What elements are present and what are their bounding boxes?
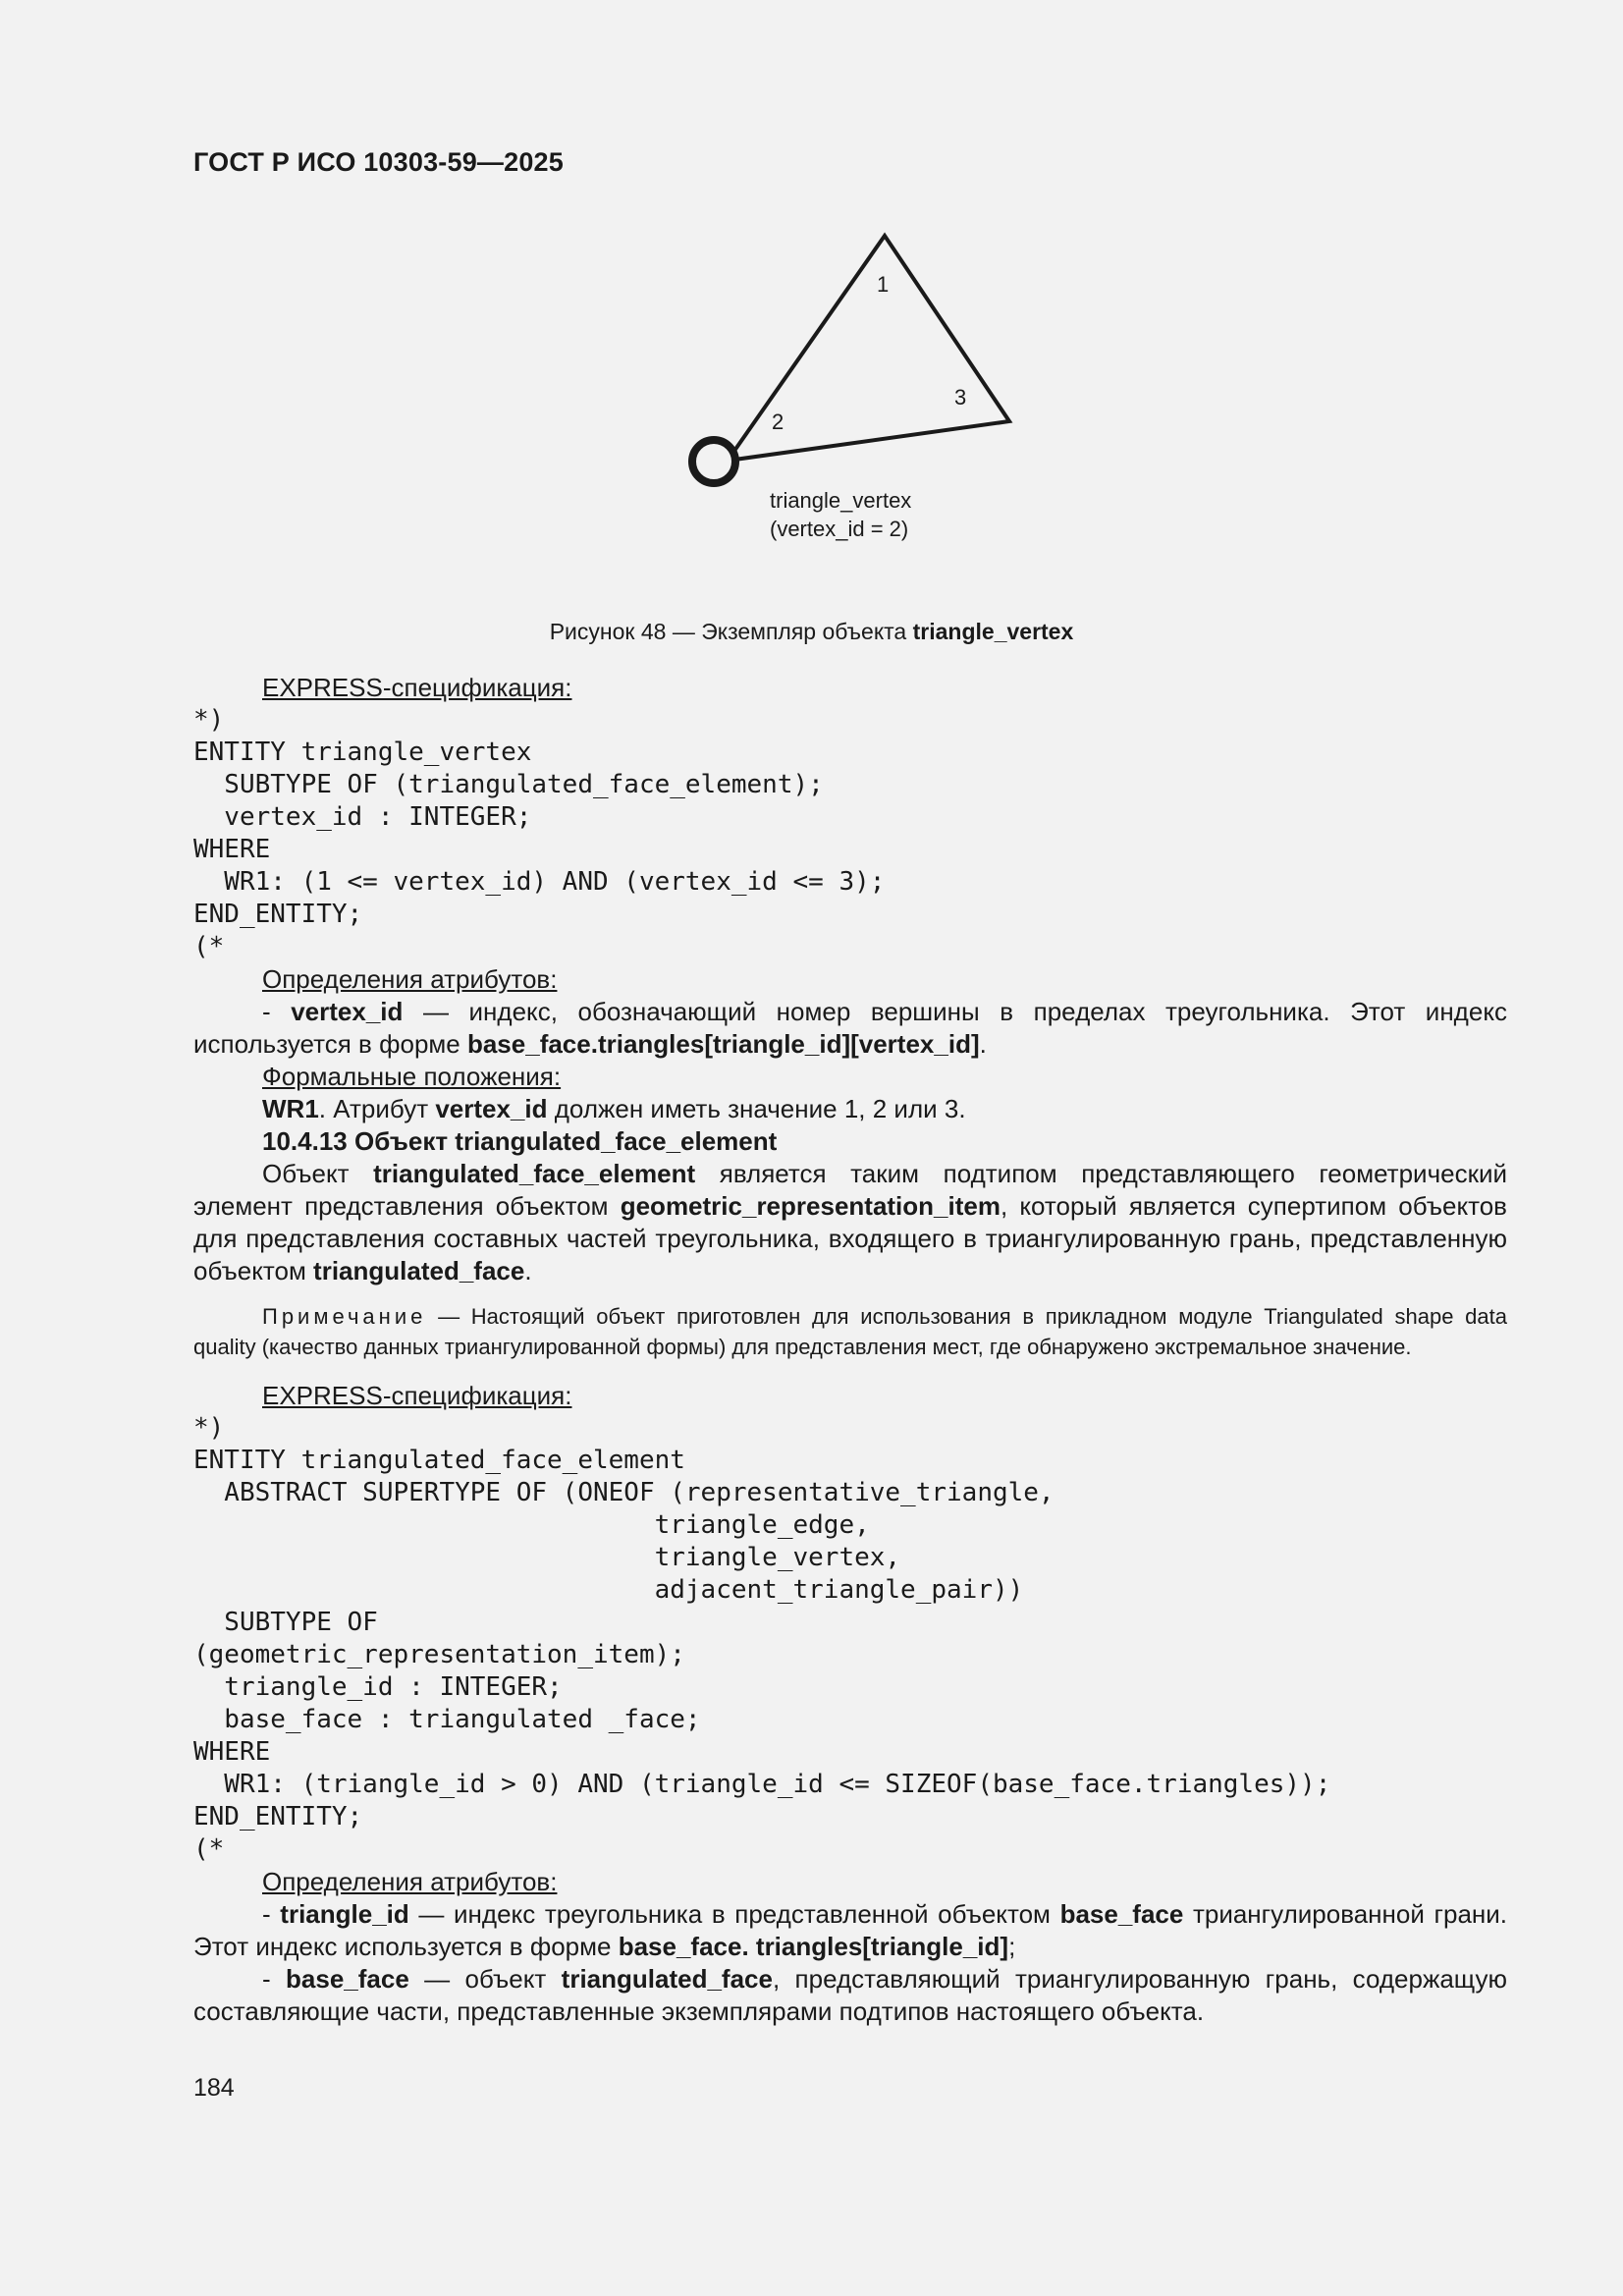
caption-entity: triangle_vertex xyxy=(912,619,1074,644)
code-line: SUBTYPE OF (triangulated_face_element); xyxy=(193,770,824,799)
express-heading-1: EXPRESS-спецификация: xyxy=(262,673,572,702)
edge-label-3: 3 xyxy=(954,385,967,410)
document-header: ГОСТ Р ИСО 10303-59—2025 xyxy=(193,147,564,177)
document-body xyxy=(193,672,1507,2028)
code-line: *) xyxy=(193,705,225,735)
code-line: triangle_id : INTEGER; xyxy=(193,1672,563,1702)
code-block-triangle-vertex xyxy=(193,704,1507,963)
note-label: Примечание xyxy=(262,1304,427,1329)
page-number: 184 xyxy=(193,2074,235,2102)
express-heading-2: EXPRESS-спецификация: xyxy=(262,1381,572,1410)
code-line: WR1: (1 <= vertex_id) AND (vertex_id <= 3); xyxy=(193,867,886,897)
triangle-figure xyxy=(668,221,1041,555)
code-line: triangle_edge, xyxy=(193,1510,870,1540)
vertex-circle xyxy=(692,440,735,483)
code-line: SUBTYPE OF xyxy=(193,1608,378,1637)
code-line: WHERE xyxy=(193,1737,271,1767)
attr-definition-triangle-id: - triangle_id — индекс треугольника в представленной объектом base_face триангулированной грани. Этот индекс используется в форме base_face. triangles[triangle_id]; xyxy=(193,1899,1508,1961)
code-line: ABSTRACT SUPERTYPE OF (ONEOF (representative_triangle, xyxy=(193,1478,1055,1507)
formal-heading: Формальные положения: xyxy=(262,1062,562,1091)
code-line: vertex_id : INTEGER; xyxy=(193,802,532,832)
figure-caption xyxy=(0,619,1623,645)
edge-label-1: 1 xyxy=(877,272,890,297)
attr-heading-2: Определения атрибутов: xyxy=(262,1867,558,1896)
code-line: (geometric_representation_item); xyxy=(193,1640,685,1669)
vertex-label-id: (vertex_id = 2) xyxy=(770,517,909,541)
code-line: ENTITY triangulated_face_element xyxy=(193,1446,685,1475)
code-line: ENTITY triangle_vertex xyxy=(193,738,532,767)
vertex-label-name: triangle_vertex xyxy=(770,488,912,513)
formal-rule-wr1: WR1. Атрибут vertex_id должен иметь значение 1, 2 или 3. xyxy=(262,1094,966,1123)
note xyxy=(193,1301,1507,1362)
caption-text: Рисунок 48 — Экземпляр объекта xyxy=(549,619,913,644)
code-line: WHERE xyxy=(193,835,271,864)
code-line: *) xyxy=(193,1413,225,1443)
code-line: (* xyxy=(193,1834,225,1864)
attr-definition-base-face: - base_face — объект triangulated_face, представляющий триангулированную грань, содержащую составляющие части, представленные экземплярами подтипов настоящего объекта. xyxy=(193,1964,1507,2026)
code-line: END_ENTITY; xyxy=(193,1802,363,1831)
code-line: triangle_vertex, xyxy=(193,1543,901,1572)
clause-title: 10.4.13 Объект triangulated_face_element xyxy=(262,1126,778,1156)
code-line: END_ENTITY; xyxy=(193,900,363,929)
attr-definition-vertex-id: - vertex_id — индекс, обозначающий номер вершины в пределах треугольника. Этот индекс используется в форме base_face.triangles[triangle_id][vertex_id]. xyxy=(193,997,1507,1059)
code-line: adjacent_triangle_pair)) xyxy=(193,1575,1024,1605)
note-text: — Настоящий объект приготовлен для использования в прикладном модуле Triangulated shape data quality (качество данных триангулированной формы) для представления мест, где обнаружено экстремальное значение. xyxy=(193,1304,1507,1359)
attr-heading-1: Определения атрибутов: xyxy=(262,964,558,994)
code-block-triangulated-face-element xyxy=(193,1412,1507,1866)
clause-paragraph: Объект triangulated_face_element является таким подтипом представляющего геометрический элемент представления объектом geometric_representation_item, который является супертипом объектов для представления составных частей треугольника, входящего в триангулированную грань, представленную объектом triangulated_face. xyxy=(193,1159,1508,1285)
code-line: (* xyxy=(193,932,225,961)
code-line: WR1: (triangle_id > 0) AND (triangle_id <= SIZEOF(base_face.triangles)); xyxy=(193,1770,1331,1799)
code-line: base_face : triangulated _face; xyxy=(193,1705,701,1734)
edge-label-2: 2 xyxy=(772,410,784,434)
